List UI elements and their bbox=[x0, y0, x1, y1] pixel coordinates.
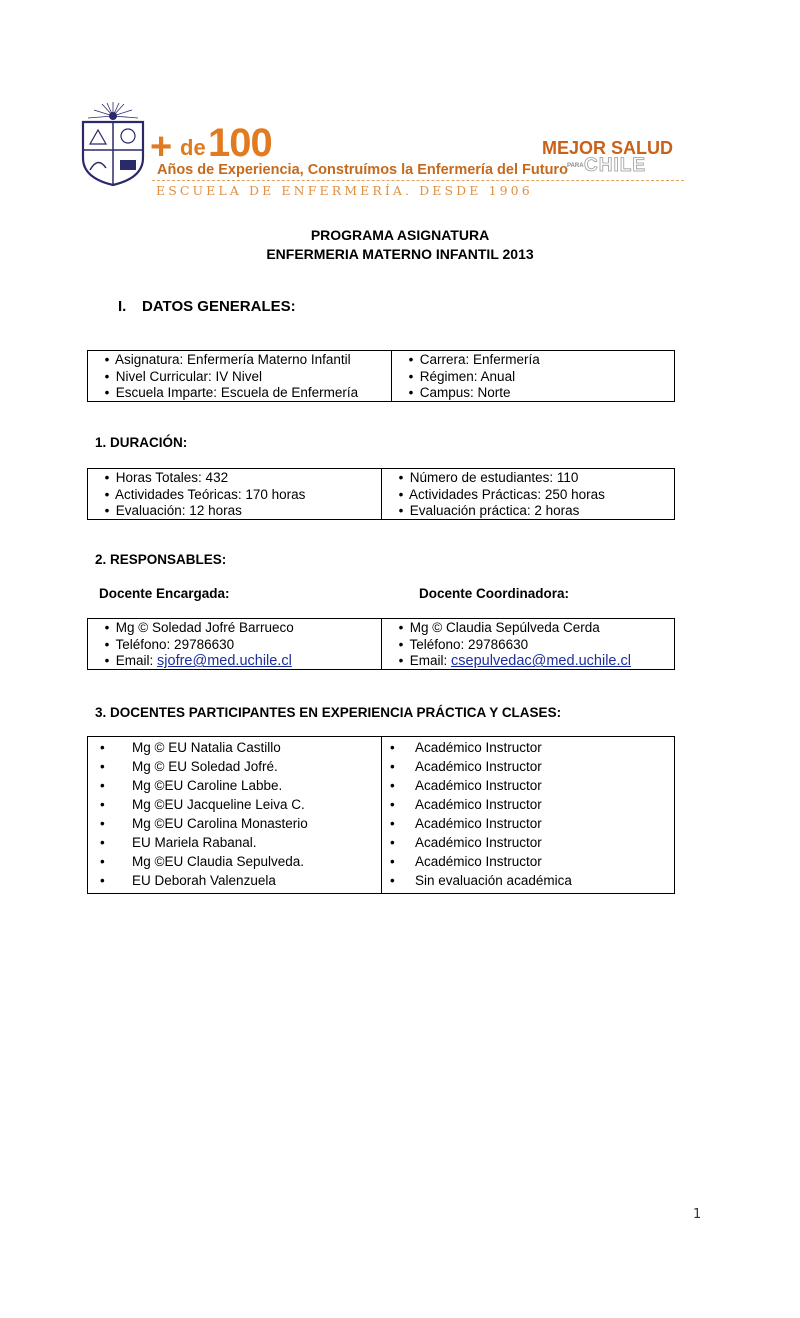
table-left-column bbox=[88, 351, 392, 401]
coordinadora-email-link[interactable]: csepulvedac@med.uchile.cl bbox=[451, 653, 631, 670]
datos-generales-table bbox=[87, 350, 675, 402]
school-name: ESCUELA DE ENFERMERÍA. DESDE 1906 bbox=[156, 183, 533, 198]
document-title-line2: ENFERMERIA MATERNO INFANTIL 2013 bbox=[266, 246, 534, 262]
encargada-email-link[interactable]: sjofre@med.uchile.cl bbox=[157, 653, 292, 670]
mejor-salud-logo: MEJOR SALUD bbox=[542, 138, 674, 158]
table-left-column bbox=[88, 469, 382, 519]
section-heading-docentes: 3. DOCENTES PARTICIPANTES EN EXPERIENCIA PRÁCTICA Y CLASES: bbox=[95, 705, 562, 720]
table-item: • Teléfono: 29786630 bbox=[398, 636, 529, 652]
letterhead bbox=[80, 100, 690, 200]
table-item: • Número de estudiantes: 110 bbox=[398, 470, 579, 485]
table-item: • Régimen: Anual bbox=[408, 368, 516, 384]
table-item: • Mg © Soledad Jofré Barrueco bbox=[104, 620, 294, 635]
table-right-column bbox=[392, 351, 672, 401]
logo-plus: + bbox=[150, 126, 173, 168]
duracion-table bbox=[87, 468, 675, 520]
table-row: • EU Mariela Rabanal. bbox=[100, 835, 257, 850]
table-item: • Carrera: Enfermería bbox=[408, 352, 540, 367]
logo-de: de bbox=[180, 135, 206, 160]
section-heading-datos-generales bbox=[118, 298, 296, 315]
table-row: • Académico Instructor bbox=[390, 740, 542, 755]
table-item: • Actividades Prácticas: 250 horas bbox=[398, 486, 605, 502]
table-item: • Campus: Norte bbox=[408, 385, 511, 401]
table-item: • Email: csepulvedac@med.uchile.cl bbox=[398, 653, 631, 670]
section-title: DATOS GENERALES: bbox=[142, 298, 296, 315]
table-item: • Email: sjofre@med.uchile.cl bbox=[104, 653, 292, 670]
table-row: • Mg ©EU Carolina Monasterio bbox=[100, 816, 308, 831]
table-row: • Académico Instructor bbox=[390, 854, 542, 869]
docentes-roles-column bbox=[382, 737, 672, 893]
logo-100: 100 bbox=[208, 121, 272, 165]
section-numeral: I. bbox=[118, 298, 127, 315]
table-row: • Mg ©EU Caroline Labbe. bbox=[100, 778, 283, 793]
coordinadora-column bbox=[382, 619, 672, 669]
table-item: • Actividades Teóricas: 170 horas bbox=[104, 486, 306, 502]
table-row: • Mg ©EU Jacqueline Leiva C. bbox=[100, 797, 305, 812]
header-tagline: Años de Experiencia, Construímos la Enfermería del Futuro bbox=[157, 162, 568, 178]
chile-logo-text: CHILE bbox=[584, 155, 646, 176]
header-divider bbox=[152, 180, 684, 181]
table-item: • Evaluación práctica: 2 horas bbox=[398, 503, 580, 519]
docentes-table bbox=[87, 736, 675, 894]
document-title-line1: PROGRAMA ASIGNATURA bbox=[310, 227, 490, 243]
table-item: • Evaluación: 12 horas bbox=[104, 503, 242, 519]
university-crest-icon bbox=[80, 102, 146, 186]
table-right-column bbox=[382, 469, 672, 519]
para-logo-text: PARA bbox=[567, 163, 584, 169]
table-row: • Sin evaluación académica bbox=[390, 873, 572, 888]
docente-encargada-label: Docente Encargada: bbox=[99, 586, 230, 601]
table-item: • Teléfono: 29786630 bbox=[104, 636, 235, 652]
page-number: 1 bbox=[693, 1207, 702, 1222]
table-item: • Horas Totales: 432 bbox=[104, 470, 229, 485]
table-row: • Académico Instructor bbox=[390, 797, 542, 812]
table-row: • Académico Instructor bbox=[390, 816, 542, 831]
section-heading-duracion: 1. DURACIÓN: bbox=[95, 435, 188, 450]
responsables-table bbox=[87, 618, 675, 670]
table-item: • Asignatura: Enfermería Materno Infantil bbox=[104, 352, 351, 367]
table-row: • EU Deborah Valenzuela bbox=[100, 873, 276, 888]
encargada-column bbox=[88, 619, 382, 669]
table-row: • Académico Instructor bbox=[390, 835, 542, 850]
table-row: • Académico Instructor bbox=[390, 759, 542, 774]
section-heading-responsables: 2. RESPONSABLES: bbox=[95, 552, 227, 567]
docente-coordinadora-label: Docente Coordinadora: bbox=[419, 586, 570, 601]
table-row: • Mg © EU Natalia Castillo bbox=[100, 740, 281, 755]
table-row: • Mg ©EU Claudia Sepulveda. bbox=[100, 854, 305, 869]
table-row: • Mg © EU Soledad Jofré. bbox=[100, 759, 278, 774]
table-item: • Escuela Imparte: Escuela de Enfermería bbox=[104, 385, 359, 401]
table-row: • Académico Instructor bbox=[390, 778, 542, 793]
table-item: • Nivel Curricular: IV Nivel bbox=[104, 368, 263, 384]
docentes-names-column bbox=[88, 737, 382, 893]
table-item: • Mg © Claudia Sepúlveda Cerda bbox=[398, 620, 600, 635]
